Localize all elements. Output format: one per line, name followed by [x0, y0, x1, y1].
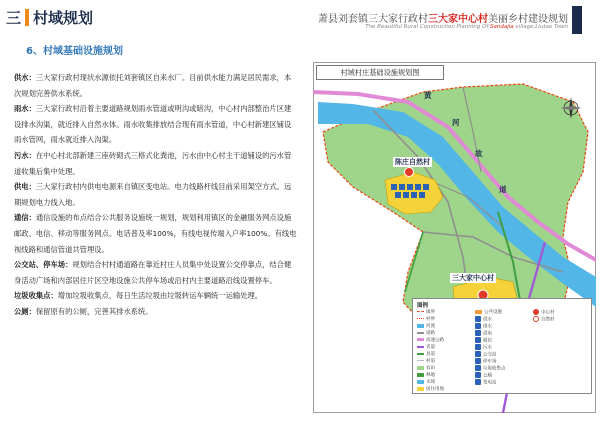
legend-label: 农田 — [426, 366, 435, 371]
paragraph-power — [14, 179, 298, 210]
paragraph-rainwater — [14, 101, 298, 148]
central-village-icon — [533, 309, 539, 315]
legend-item — [475, 309, 502, 315]
paragraph-toilet — [14, 304, 298, 320]
legend-item — [475, 344, 492, 351]
road-symbol — [417, 346, 424, 348]
legend-label: 通信 — [483, 338, 492, 344]
legend-title: 图例 — [417, 303, 429, 309]
paragraph-head: 公厕： — [14, 306, 36, 316]
legend-label: 垃圾收集点 — [483, 366, 506, 372]
legend-item — [475, 316, 492, 323]
village-1-label: 陈庄自然村 — [395, 157, 430, 166]
legend-item — [417, 351, 435, 357]
paragraph-body: 三大家行政村内供电电源来自镇区变电站。电力线路杆线目前采用架空方式。远期规划电力线入地。 — [14, 182, 292, 207]
legend-label: 污水 — [483, 345, 492, 351]
paragraph-head: 供水： — [14, 73, 36, 82]
legend-label: 供水 — [483, 317, 492, 323]
legend-label: 变电站 — [483, 380, 497, 386]
natural-village-icon — [533, 316, 539, 322]
garbage-icon — [475, 365, 481, 371]
paragraph-body: 在中心村北部新建三座砖砌式三格式化粪池，污水由中心村主干道铺设的污水管道收集后集中处理。 — [14, 150, 292, 176]
legend-label: 公交站 — [483, 352, 497, 358]
legend-item — [475, 337, 492, 344]
legend-item — [417, 386, 444, 392]
project-subtitle-pre: The Beautiful Rural Construction Planning Of — [365, 24, 489, 30]
boundary-symbol — [417, 318, 424, 319]
legend-label: 村界 — [426, 317, 435, 322]
legend-item — [417, 372, 435, 378]
paragraph-head: 供电： — [14, 182, 36, 192]
legend-item — [417, 337, 444, 343]
bus-stop-icon — [475, 351, 481, 357]
legend-item — [533, 309, 555, 316]
legend-item — [475, 358, 497, 365]
legend-label: 县道 — [426, 352, 435, 357]
river-label-char-1: 黄 — [424, 91, 432, 100]
legend-label: 中心村 — [541, 310, 555, 316]
project-subtitle-highlight: Sandajia — [490, 24, 514, 30]
legend-item — [417, 309, 435, 315]
drainage-icon — [475, 323, 481, 329]
water-supply-icon — [475, 316, 481, 322]
map-title: 村域村庄基础设施规划图 — [316, 65, 444, 80]
header-bar — [0, 0, 600, 40]
road-symbol — [417, 332, 424, 334]
paragraph-head: 污水： — [14, 150, 36, 160]
land-symbol — [417, 366, 424, 370]
land-symbol — [417, 380, 424, 384]
road-symbol — [417, 338, 424, 341]
legend-item — [533, 316, 555, 323]
map-legend — [412, 298, 592, 394]
project-title-pre: 萧县刘套镇三大家行政村 — [318, 14, 428, 25]
power-icon — [475, 330, 481, 336]
paragraph-head: 雨水： — [14, 104, 36, 114]
boundary-symbol — [417, 311, 424, 312]
paragraph-head: 公交站、停车场： — [14, 260, 73, 270]
legend-item — [475, 351, 497, 358]
legend-label: 居住用地 — [426, 387, 444, 392]
legend-item — [475, 323, 492, 330]
paragraph-garbage — [14, 288, 298, 304]
road-symbol — [417, 353, 424, 355]
paragraph-head: 垃圾收集点： — [14, 291, 58, 301]
header-accent-strip — [572, 6, 582, 34]
land-symbol — [417, 373, 424, 377]
village-2-label: 三大家中心村 — [452, 273, 494, 282]
legend-label: 公厕 — [483, 373, 492, 379]
legend-label: 村道 — [426, 359, 435, 364]
section-divider — [25, 9, 29, 26]
legend-label: 水域 — [426, 380, 435, 385]
legend-item — [417, 379, 435, 385]
paragraph-water-supply — [14, 70, 298, 101]
project-title-highlight: 三大家中心村 — [428, 14, 488, 25]
substation-icon — [475, 379, 481, 385]
compass-icon — [559, 96, 583, 120]
section-number: 三 — [6, 9, 22, 27]
land-symbol — [475, 310, 482, 314]
project-title-post: 美丽乡村建设规划 — [488, 14, 568, 25]
legend-item — [417, 323, 435, 329]
legend-label: 自然村 — [541, 317, 555, 323]
legend-label: 镇界 — [426, 310, 435, 315]
legend-item — [475, 379, 497, 386]
legend-label: 道路 — [426, 331, 435, 336]
land-symbol — [417, 387, 424, 391]
parking-icon — [475, 358, 481, 364]
paragraph-body: 规划结合村村通道路在靠近村庄人员集中处设置公交停靠点，结合健身活动广场和内部居住片区空地设施公共停车场或沿村内主要道路沿线设置停车。 — [14, 260, 292, 285]
village-1-marker — [405, 168, 414, 177]
legend-label: 公共设施 — [484, 310, 502, 315]
paragraph-body: 三大家行政村现状水源依托刘套镇区自来水厂。目前供水能力满足居民需求，本次规划完善供水系统。 — [14, 73, 292, 98]
legend-label: 省道 — [426, 345, 435, 350]
legend-label: 高速公路 — [426, 338, 444, 343]
legend-label: 林地 — [426, 373, 435, 378]
legend-item — [475, 372, 492, 379]
legend-item — [475, 365, 506, 372]
paragraph-sewage — [14, 148, 298, 179]
river-label-char-2: 河 — [452, 118, 460, 127]
project-subtitle-post: village,Liutao Town — [515, 24, 568, 30]
legend-label: 河流 — [426, 324, 435, 329]
paragraph-body: 通信设施的布点结合公共服务设施统一规划，规划利用镇区的金融服务网点设施邮政、电信、移动等服务网点。电话普及率100%，有线电视传端入户率100%。有线电视线路和通信管道共管埋设。 — [14, 213, 297, 254]
paragraph-body: 三大家行政村沿着主要道路规划雨水管道或明沟或暗沟，中心村内部整治片区建设排水沟渠，就近排入自然水体。雨水收集排放结合现有雨水管道，中心村新建区铺设雨水管网，雨水就近排入沟渠。 — [14, 104, 292, 145]
subsection-title: 6、村域基础设施规划 — [26, 46, 123, 57]
legend-item — [417, 365, 435, 371]
paragraph-bus-parking — [14, 257, 298, 288]
toilet-icon — [475, 372, 481, 378]
river-label-char-4: 道 — [499, 185, 507, 194]
paragraph-body: 保留原有的公厕，完善其排水系统。 — [35, 306, 153, 316]
paragraph-telecom — [14, 210, 298, 257]
legend-label: 排水 — [483, 324, 492, 330]
paragraph-body: 增加垃圾收集点，每日生活垃圾由垃圾转运车辆统一运输处理。 — [57, 291, 263, 301]
project-subtitle — [365, 24, 568, 30]
infrastructure-text — [14, 70, 298, 320]
legend-item — [417, 316, 435, 322]
telecom-icon — [475, 337, 481, 343]
legend-label: 停车场 — [483, 359, 497, 365]
legend-label: 供电 — [483, 331, 492, 337]
legend-item — [475, 330, 492, 337]
road-symbol — [417, 360, 424, 361]
section-title: 村域规划 — [33, 9, 94, 27]
river-label-char-3: 故 — [475, 149, 483, 158]
water-symbol — [417, 324, 424, 328]
paragraph-head: 通信： — [14, 213, 36, 223]
sewage-icon — [475, 344, 481, 350]
legend-item — [417, 344, 435, 350]
legend-item — [417, 330, 435, 336]
legend-item — [417, 358, 435, 364]
project-title — [318, 10, 568, 25]
